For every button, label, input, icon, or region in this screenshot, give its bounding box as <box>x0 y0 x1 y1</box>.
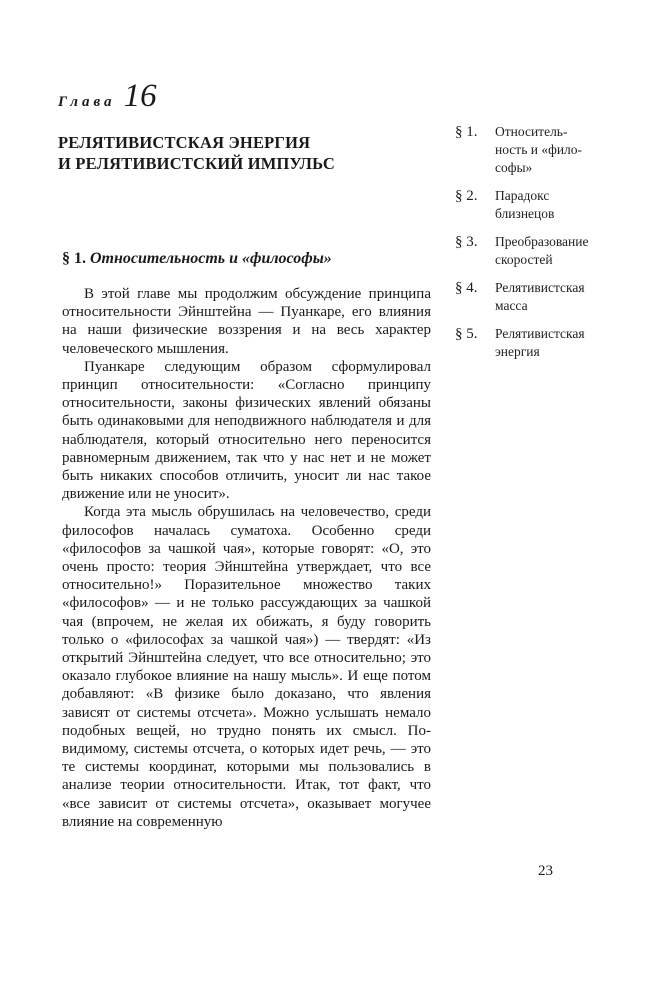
chapter-title-line: И РЕЛЯТИВИСТСКИЙ ИМПУЛЬС <box>58 154 335 173</box>
toc-label-line: Парадокс <box>495 188 550 203</box>
toc-number: § 5. <box>455 326 478 342</box>
paragraph: Когда эта мысль обрушилась на человечество, среди философов началась суматоха. Особенно среди «философов за чашкой чая», которые говорят: «О, это очень просто: теория Эйнштейна утверждает, что все относительно!» Поразительное множество таких «философов» — и не только рассуждающих за чашкой чая (впрочем, не желая их обижать, я буду говорить только о «философах за чашкой чая») — твердят: «Из открытий Эйнштейна следует, что все относительно; это оказало глубокое влияние на нашу мысль». И еще потом добавляют: «В физике было доказано, что явления зависят от системы отсчета». Можно услышать немало подобных вещей, но трудно понять их смысл. По-видимому, системы отсчета, о которых идет речь, — это те системы координат, которыми мы пользовались в анализе теории относительности. Итак, тот факт, что «все зависит от системы отсчета», оказывает могучее влияние на современную <box>62 504 431 830</box>
toc-label-line: Релятивистская <box>495 326 585 341</box>
toc-label-line: масса <box>495 298 528 313</box>
chapter-word: Глава <box>58 94 116 110</box>
chapter-title-line: РЕЛЯТИВИСТСКАЯ ЭНЕРГИЯ <box>58 133 311 152</box>
section-title: Относительность и «философы» <box>90 250 332 267</box>
section-heading <box>62 250 442 268</box>
body-text <box>62 285 431 831</box>
section-marker: § 1. <box>62 250 86 267</box>
toc-number: § 3. <box>455 234 478 250</box>
toc-item-1 <box>455 123 635 177</box>
toc-label-line: энергия <box>495 344 540 359</box>
page-number: 23 <box>538 863 553 879</box>
toc-label-line: Релятивистская <box>495 280 585 295</box>
toc-label <box>495 325 585 361</box>
toc-label-line: Относитель- <box>495 124 568 139</box>
toc-item-4 <box>455 279 635 315</box>
chapter-number: 16 <box>123 78 157 114</box>
toc-label <box>495 123 582 177</box>
chapter-title <box>58 132 438 174</box>
toc-label-line: скоростей <box>495 252 553 267</box>
toc-label <box>495 187 554 223</box>
toc-label <box>495 233 589 269</box>
toc-label-line: софы» <box>495 160 533 175</box>
toc-label-line: ность и «фило- <box>495 142 583 157</box>
toc-item-2 <box>455 187 635 223</box>
toc-number: § 4. <box>455 280 478 296</box>
toc-item-3 <box>455 233 635 269</box>
chapter-label <box>58 78 157 115</box>
toc-label-line: Преобразование <box>495 234 589 249</box>
paragraph: В этой главе мы продолжим обсуждение принципа относительности Эйнштейна — Пуанкаре, его влияния на наши физические воззрения и на весь характер человеческого мышления. <box>62 286 431 357</box>
toc-item-5 <box>455 325 635 361</box>
toc-number: § 1. <box>455 124 478 140</box>
paragraph: Пуанкаре следующим образом сформулировал принцип относительности: «Согласно принципу относительности, законы физических явлений обязаны быть одинаковыми для неподвижного наблюдателя и для наблюдателя, который относительно него переносится равномерным движением, так что у нас нет и не может быть никаких способов отличить, уносит ли нас такое движение или не уносит». <box>62 358 431 503</box>
toc-label <box>495 279 585 315</box>
toc-number: § 2. <box>455 188 478 204</box>
toc-label-line: близнецов <box>495 206 555 221</box>
chapter-contents <box>455 123 635 371</box>
